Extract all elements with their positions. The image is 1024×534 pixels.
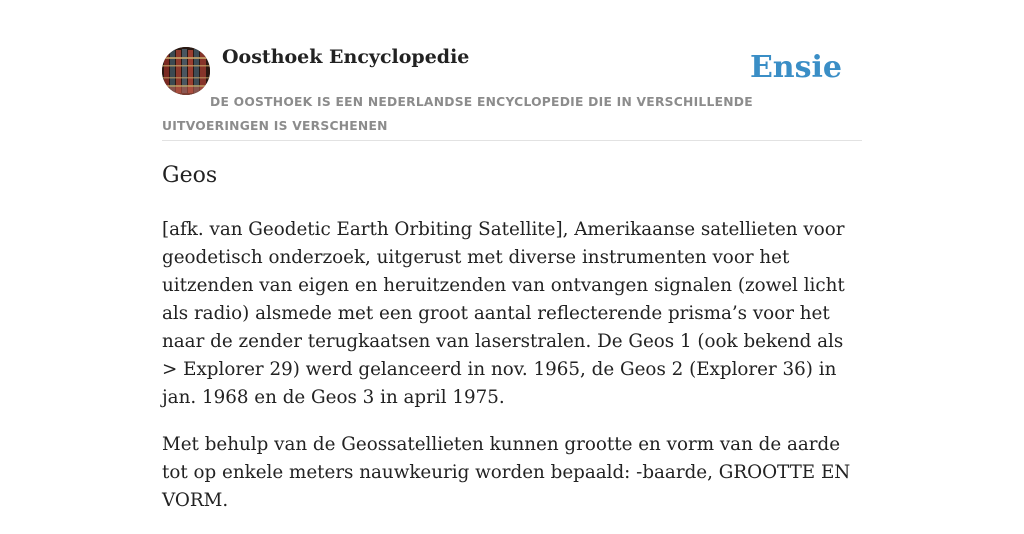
- site-tagline: DE OOSTHOEK IS EEN NEDERLANDSE ENCYCLOPEDIE DIE IN VERSCHILLENDE UITVOERINGEN IS VERSCHENEN: [162, 95, 753, 133]
- site-title[interactable]: Oosthoek Encyclopedie: [222, 46, 470, 68]
- article-paragraph: Met behulp van de Geossatellieten kunnen grootte en vorm van de aarde tot op enkele meters nauwkeurig worden bepaald: -baarde, GROOTTE EN VORM.: [162, 434, 851, 511]
- page: [162, 0, 862, 511]
- site-header: [162, 0, 862, 141]
- encyclopedia-books-icon[interactable]: [162, 47, 210, 95]
- article-paragraph: [afk. van Geodetic Earth Orbiting Satellite], Amerikaanse satellieten voor geodetisch onderzoek, uitgerust met diverse instrumenten voor het uitzenden van eigen en heruitzenden van ontvangen signalen (zowel licht als radio) alsmede met een groot aantal reflecterende prisma’s voor het naar de zender terugkaatsen van laserstralen. De Geos 1 (ook bekend als > Explorer 29) werd gelanceerd in nov. 1965, de Geos 2 (Explorer 36) in jan. 1968 en de Geos 3 in april 1975.: [162, 219, 845, 408]
- article-body: [162, 216, 862, 534]
- article-title: Geos: [162, 163, 218, 188]
- brand-logo[interactable]: Ensie: [749, 50, 842, 85]
- book-spines-image: [162, 47, 210, 95]
